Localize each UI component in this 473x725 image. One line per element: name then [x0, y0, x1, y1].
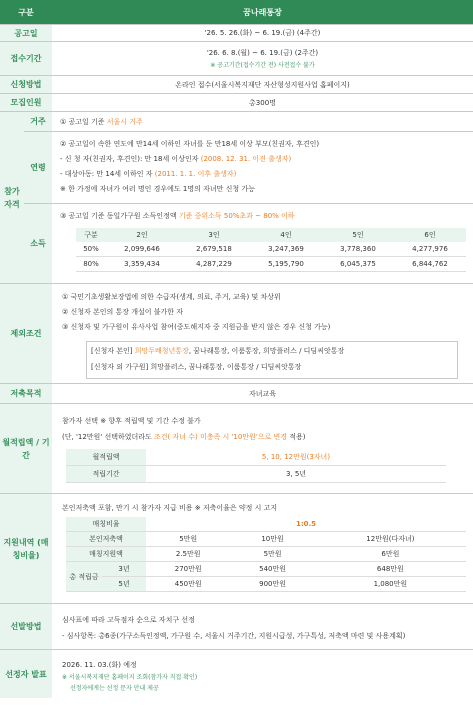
method-row: [0, 76, 473, 94]
period-label: 접수기간: [0, 42, 52, 75]
income-header-cell: 4인: [280, 231, 292, 239]
notice-row: [0, 25, 473, 42]
count-value: 총300명: [249, 98, 276, 107]
income-cell: 2,679,518: [196, 245, 232, 253]
table-row: [66, 577, 466, 592]
support-cell: 12만원(다자녀): [366, 535, 415, 543]
announce-row: [0, 650, 473, 698]
exclusion-line-1: ① 국민기초생활보장법에 의한 수급자(생계, 의료, 주거, 교육) 및 차상위: [62, 293, 281, 301]
table-row: [66, 466, 446, 483]
age-line-3: - 대상아동: 만 14세 이하인 자: [60, 170, 155, 178]
total-label: 총 적립금: [66, 562, 102, 592]
announce-line-1: 2026. 11. 03.(화) 예정: [62, 661, 137, 669]
selection-label: 선발방법: [0, 604, 52, 649]
exclusion-label: 제외조건: [0, 284, 52, 383]
income-label: 소득: [24, 204, 52, 283]
support-cell: 900만원: [259, 580, 286, 588]
income-line-1-highlight: 기준 중위소득 50%초과 ~ 80% 이하: [178, 212, 295, 220]
age-line-2-highlight: (2008. 12. 31. 이전 출생자): [200, 155, 292, 163]
table-row: [66, 562, 466, 577]
method-label: 신청방법: [0, 76, 52, 93]
income-cell: 80%: [83, 260, 99, 268]
purpose-value: 자녀교육: [248, 389, 277, 398]
savings-line-1: 참가자 선택 ※ 향후 적립액 및 기간 수정 불가: [62, 417, 201, 425]
income-cell: 4,277,976: [412, 245, 448, 253]
table-row: [76, 257, 466, 272]
monthly-label: 월적립액: [66, 449, 146, 466]
support-cell: 5만원: [263, 550, 282, 558]
income-header-cell: 3인: [208, 231, 220, 239]
savings-line-2-highlight: 조건( 자녀 수) 미충족 시 '10만원'으로 변경: [154, 433, 288, 441]
age-row: [24, 132, 473, 204]
eligibility-label: 참가자격: [4, 186, 20, 209]
support-cell: 6만원: [381, 550, 400, 558]
support-cell: 2.5만원: [175, 550, 201, 558]
income-table: [76, 228, 466, 272]
selection-line-2: - 심사항목: 총6종(가구소득인정액, 가구원 수, 서울시 거주기간, 지원시급성, 가구특성, 저축액 마련 및 사용계획): [62, 632, 406, 640]
exclusion-box: [86, 341, 458, 379]
announce-label: 선정자 발표: [0, 650, 52, 698]
exclusion-box-line-1: [신청자 본인]: [91, 347, 135, 355]
income-cell: 5,195,790: [268, 260, 304, 268]
support-cell: 매칭지원액: [66, 547, 146, 562]
exclusion-box-line-2: [신청자 외 가구원] 희망플러스, 꿈나래통장, 이룸통장 / 디딤씨앗통장: [91, 363, 302, 371]
income-header-cell: 2인: [136, 231, 148, 239]
exclusion-line-2: ② 신청자 본인의 통장 개설이 불가한 자: [62, 308, 184, 316]
count-row: [0, 94, 473, 112]
income-cell: 4,287,229: [196, 260, 232, 268]
purpose-label: 저축목적: [0, 384, 52, 403]
income-header-cell: 5인: [352, 231, 364, 239]
ratio-label: 매칭비율: [66, 517, 146, 532]
exclusion-box-highlight: 희망두배청년통장: [134, 347, 189, 355]
support-line-1: 본인저축액 포함, 만기 시 참가자 지급 비용 ※ 저축이율은 약정 시 고지: [62, 504, 278, 512]
residence-text: ① 공고일 기준: [60, 118, 107, 126]
support-cell: 450만원: [174, 580, 202, 588]
period-row: [0, 42, 473, 76]
income-header-cell: 구분: [84, 231, 98, 239]
income-cell: 2,099,646: [124, 245, 160, 253]
savings-label: 월적립액 / 기간: [0, 404, 52, 493]
support-cell: 270만원: [174, 565, 202, 573]
income-cell: 3,778,360: [340, 245, 376, 253]
savings-table: [66, 449, 446, 483]
header-title: 꿈나래통장: [243, 7, 282, 17]
period-note: ※ 공고기간(접수기간 전) 사전접수 불가: [210, 61, 315, 69]
age-line-1: ② 공고일이 속한 연도에 만14세 이하인 자녀를 둔 만18세 이상 부모(친권자, 후견인): [60, 140, 320, 148]
income-cell: 50%: [83, 245, 99, 253]
savings-line-2: (단, '12만원' 선택하였더라도: [62, 433, 155, 441]
residence-row: [24, 112, 473, 132]
table-header: [0, 0, 473, 25]
support-cell: 본인저축액: [66, 532, 146, 547]
income-line-1: ③ 공고일 기준 동일가구원 소득인정액: [60, 212, 179, 220]
support-table: [66, 517, 466, 592]
support-cell: 648만원: [376, 565, 404, 573]
exclusion-row: [0, 284, 473, 384]
support-cell: 5년: [102, 577, 146, 592]
table-row: [66, 532, 466, 547]
period-value: '26. 6. 8.(월) ~ 6. 19.(금) (2주간): [206, 48, 319, 57]
income-cell: 6,045,375: [340, 260, 376, 268]
support-cell: 1,080만원: [373, 580, 408, 588]
income-cell: 3,359,434: [124, 260, 160, 268]
announce-line-2: ※ 서울시복지재단 홈페이지 조회(참가자 직접 확인): [62, 674, 198, 681]
table-row: [66, 449, 446, 466]
savings-row: [0, 404, 473, 494]
income-table-header: [76, 228, 466, 242]
notice-value: '26. 5. 26.(화) ~ 6. 19.(금) (4주간): [204, 29, 321, 37]
notice-label: 공고일: [0, 25, 52, 41]
announce-line-3: 선정자에게는 선정 문자 안내 제공: [70, 685, 159, 692]
age-line-4: ※ 한 가정에 자녀가 여러 명인 경우에도 1명의 자녀만 신청 가능: [60, 185, 255, 193]
method-value: 온라인 접수(서울시복지재단 자산형성지원사업 홈페이지): [175, 80, 350, 89]
term-label: 적립기간: [66, 466, 146, 483]
term-value: 3, 5년: [285, 470, 307, 478]
age-line-3-highlight: (2011. 1. 1. 이후 출생자): [154, 170, 237, 178]
table-row: [66, 517, 466, 532]
exclusion-line-3: ③ 신청자 및 가구원이 유사사업 참여(중도해지자 중 지원금을 받지 않은 경우 신청 가능): [62, 323, 331, 331]
age-label: 연령: [24, 132, 52, 203]
selection-line-1: 심사표에 따라 고득점자 순으로 자치구 선정: [62, 616, 195, 624]
support-row: [0, 494, 473, 604]
residence-highlight: 서울시 거주: [106, 118, 143, 126]
income-header-cell: 6인: [424, 231, 436, 239]
table-row: [76, 242, 466, 257]
income-cell: 6,844,762: [412, 260, 448, 268]
support-cell: 5만원: [179, 535, 198, 543]
selection-row: [0, 604, 473, 650]
savings-line-2-end: 적용): [287, 433, 306, 441]
eligibility-label-cell: [0, 112, 24, 284]
support-cell: 540만원: [259, 565, 286, 573]
exclusion-box-line-1-rest: , 꿈나래통장, 이룸통장, 희망플러스 / 디딤씨앗통장: [188, 347, 345, 355]
support-label: 지원내역 (매칭비율): [0, 494, 52, 603]
income-cell: 3,247,369: [268, 245, 304, 253]
purpose-row: [0, 384, 473, 404]
ratio-value: 1:0.5: [295, 520, 317, 528]
header-label: 구분: [0, 0, 52, 24]
count-label: 모집인원: [0, 94, 52, 111]
residence-label: 거주: [24, 112, 52, 131]
table-row: [66, 547, 466, 562]
income-row: [24, 204, 473, 284]
support-cell: 10만원: [261, 535, 284, 543]
support-cell: 3년: [102, 562, 146, 577]
age-line-2: - 신 청 자(친권자, 후견인): 만 18세 이상인자: [60, 155, 201, 163]
monthly-value: 5, 10, 12만원(3자녀): [261, 453, 331, 461]
